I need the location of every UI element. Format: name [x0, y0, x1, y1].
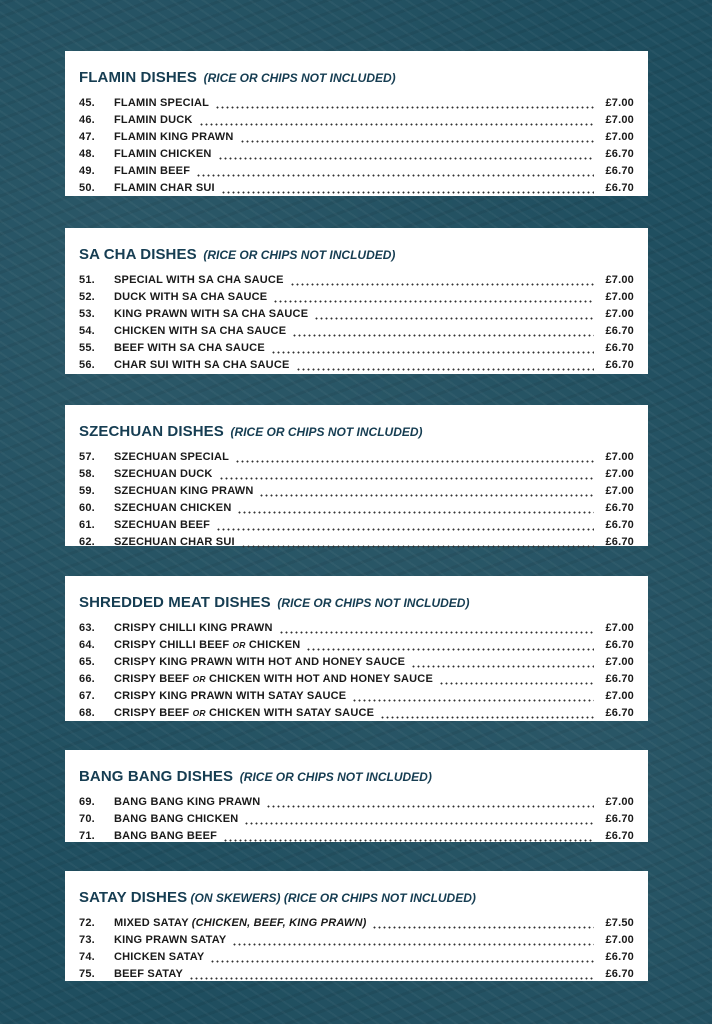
menu-item: 65. CRISPY KING PRAWN WITH HOT AND HONEY SAUCE £7.00	[79, 656, 634, 668]
menu-item: 58. SZECHUAN DUCK £7.00	[79, 468, 634, 480]
dot-leader	[271, 351, 594, 354]
menu-section-satay	[65, 871, 648, 981]
dot-leader	[221, 191, 594, 194]
menu-item: 71. BANG BANG BEEF £6.70	[79, 830, 634, 842]
dot-leader	[296, 368, 595, 371]
menu-item: 45. FLAMIN SPECIAL £7.00	[79, 97, 634, 109]
section-title: SATAY DISHES (ON SKEWERS) (RICE OR CHIPS NOT INCLUDED)	[79, 889, 476, 906]
dot-leader	[189, 977, 594, 980]
section-title: BANG BANG DISHES (RICE OR CHIPS NOT INCLUDED)	[79, 768, 432, 785]
dot-leader	[237, 511, 594, 514]
dot-leader	[216, 528, 594, 531]
dot-leader	[380, 716, 594, 719]
menu-item: 62. SZECHUAN CHAR SUI £6.70	[79, 536, 634, 548]
menu-item: 64. CRISPY CHILLI BEEF OR CHICKEN £6.70	[79, 639, 634, 651]
menu-item: 49. FLAMIN BEEF £6.70	[79, 165, 634, 177]
menu-item: 52. DUCK WITH SA CHA SAUCE £7.00	[79, 291, 634, 303]
dot-leader	[279, 631, 594, 634]
menu-item: 70. BANG BANG CHICKEN £6.70	[79, 813, 634, 825]
menu-item: 72. MIXED SATAY (CHICKEN, BEEF, KING PRAWN) £7.50	[79, 917, 634, 929]
dot-leader	[290, 283, 594, 286]
menu-section-flamin	[65, 51, 648, 196]
menu-section-shredded-meat	[65, 576, 648, 721]
dot-leader	[240, 140, 594, 143]
dot-leader	[411, 665, 594, 668]
dot-leader	[196, 174, 594, 177]
section-title: SHREDDED MEAT DISHES (RICE OR CHIPS NOT INCLUDED)	[79, 594, 470, 611]
menu-item: 46. FLAMIN DUCK £7.00	[79, 114, 634, 126]
dot-leader	[266, 805, 594, 808]
menu-item: 48. FLAMIN CHICKEN £6.70	[79, 148, 634, 160]
dot-leader	[232, 943, 594, 946]
menu-section-sa-cha	[65, 228, 648, 374]
menu-item: 53. KING PRAWN WITH SA CHA SAUCE £7.00	[79, 308, 634, 320]
menu-item: 69. BANG BANG KING PRAWN £7.00	[79, 796, 634, 808]
dot-leader	[219, 477, 594, 480]
menu-item: 75. BEEF SATAY £6.70	[79, 968, 634, 980]
menu-section-bang-bang	[65, 750, 648, 842]
menu-item: 55. BEEF WITH SA CHA SAUCE £6.70	[79, 342, 634, 354]
menu-item: 61. SZECHUAN BEEF £6.70	[79, 519, 634, 531]
dot-leader	[244, 822, 594, 825]
menu-item: 47. FLAMIN KING PRAWN £7.00	[79, 131, 634, 143]
dot-leader	[372, 926, 594, 929]
dot-leader	[235, 460, 594, 463]
dot-leader	[210, 960, 594, 963]
dot-leader	[352, 699, 594, 702]
section-title: SZECHUAN DISHES (RICE OR CHIPS NOT INCLUDED)	[79, 423, 423, 440]
section-title: FLAMIN DISHES (RICE OR CHIPS NOT INCLUDED)	[79, 69, 396, 86]
menu-item: 68. CRISPY BEEF OR CHICKEN WITH SATAY SAUCE £6.70	[79, 707, 634, 719]
menu-item: 67. CRISPY KING PRAWN WITH SATAY SAUCE £7.00	[79, 690, 634, 702]
menu-item: 60. SZECHUAN CHICKEN £6.70	[79, 502, 634, 514]
dot-leader	[292, 334, 594, 337]
dot-leader	[306, 648, 594, 651]
dot-leader	[259, 494, 594, 497]
dot-leader	[199, 123, 594, 126]
dot-leader	[273, 300, 594, 303]
dot-leader	[314, 317, 594, 320]
section-title: SA CHA DISHES (RICE OR CHIPS NOT INCLUDED)	[79, 246, 396, 263]
menu-item: 50. FLAMIN CHAR SUI £6.70	[79, 182, 634, 194]
dot-leader	[241, 545, 594, 548]
dot-leader	[218, 157, 594, 160]
menu-item: 56. CHAR SUI WITH SA CHA SAUCE £6.70	[79, 359, 634, 371]
menu-section-szechuan	[65, 405, 648, 546]
menu-item: 73. KING PRAWN SATAY £7.00	[79, 934, 634, 946]
menu-item: 66. CRISPY BEEF OR CHICKEN WITH HOT AND HONEY SAUCE £6.70	[79, 673, 634, 685]
menu-item: 51. SPECIAL WITH SA CHA SAUCE £7.00	[79, 274, 634, 286]
menu-item: 63. CRISPY CHILLI KING PRAWN £7.00	[79, 622, 634, 634]
dot-leader	[223, 839, 594, 842]
dot-leader	[439, 682, 594, 685]
menu-item: 57. SZECHUAN SPECIAL £7.00	[79, 451, 634, 463]
menu-item: 54. CHICKEN WITH SA CHA SAUCE £6.70	[79, 325, 634, 337]
dot-leader	[215, 106, 594, 109]
menu-item: 74. CHICKEN SATAY £6.70	[79, 951, 634, 963]
menu-item: 59. SZECHUAN KING PRAWN £7.00	[79, 485, 634, 497]
